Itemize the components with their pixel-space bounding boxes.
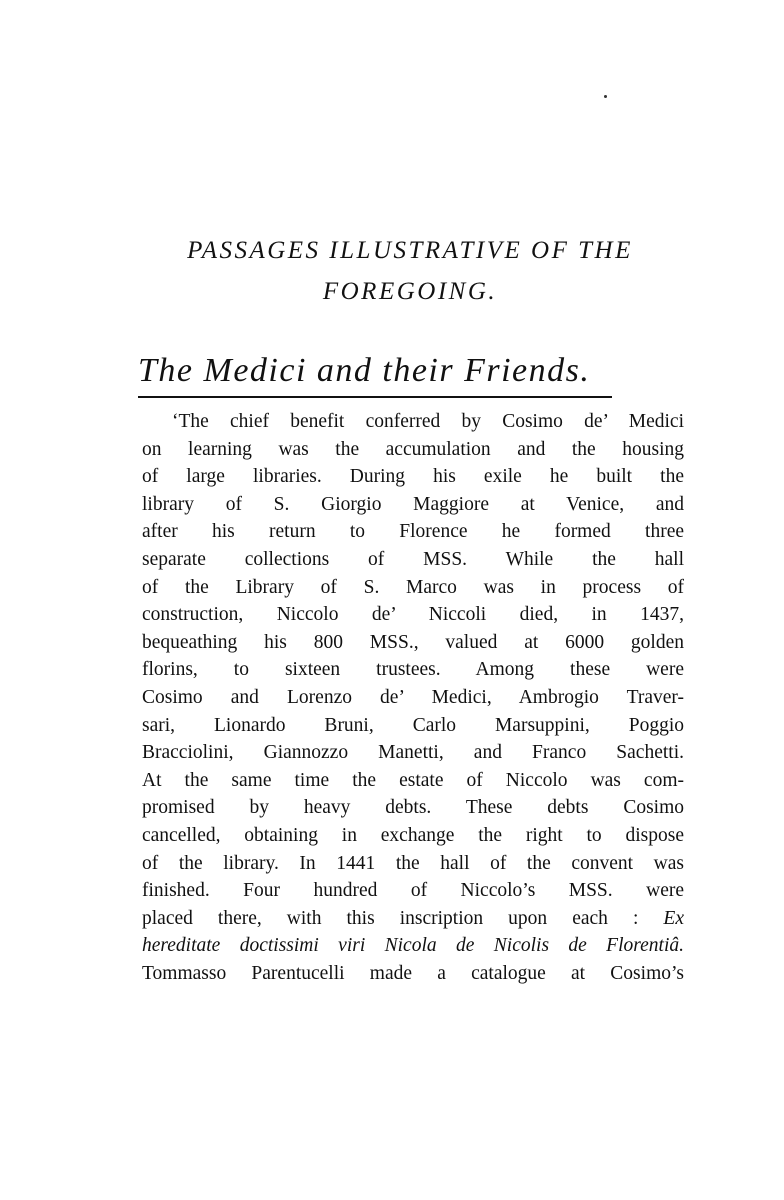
body-line: florins, to sixteen trustees. Among these were [142,659,684,681]
body-line: Bracciolini, Giannozzo Manetti, and Franco Sachetti. [142,742,684,764]
body-line: on learning was the accumulation and the housing [142,438,684,460]
body-line: Cosimo and Lorenzo de’ Medici, Ambrogio Traver- [142,686,684,708]
print-speck [604,95,607,98]
body-line: of the library. In 1441 the hall of the convent was [142,852,684,874]
body-line: library of S. Giorgio Maggiore at Venice, and [142,493,684,515]
body-line: of large libraries. During his exile he built the [142,466,684,488]
body-line: of the Library of S. Marco was in process of [142,576,684,598]
body-line-with-italic [142,905,684,933]
body-line: cancelled, obtaining in exchange the right to dispose [142,824,684,846]
latin-inscription-line: hereditate doctissimi viri Nicola de Nicolis de Florentiâ. [142,935,684,957]
latin-italic-word: Ex [663,907,684,929]
heading-line-1: PASSAGES ILLUSTRATIVE OF THE [187,237,633,264]
body-paragraph [142,408,684,987]
body-line: sari, Lionardo Bruni, Carlo Marsuppini, Poggio [142,714,684,736]
section-title: The Medici and their Friends. [138,352,591,389]
body-line: promised by heavy debts. These debts Cosimo [142,797,684,819]
body-line: separate collections of MSS. While the hall [142,548,684,570]
body-line: bequeathing his 800 MSS., valued at 6000 golden [142,631,684,653]
body-line: after his return to Florence he formed three [142,521,684,543]
body-line: Tommasso Parentucelli made a catalogue at Cosimo’s [142,962,684,984]
body-line: At the same time the estate of Niccolo was com- [142,769,684,791]
title-underline [138,396,612,398]
body-line: finished. Four hundred of Niccolo’s MSS. were [142,880,684,902]
body-line: construction, Niccolo de’ Niccoli died, in 1437, [142,604,684,626]
body-line: ‘The chief benefit conferred by Cosimo de’ Medici [172,411,684,432]
body-line-text: placed there, with this inscription upon each : [142,907,639,929]
heading-line-2: FOREGOING. [322,278,498,305]
chapter-heading [140,230,680,312]
